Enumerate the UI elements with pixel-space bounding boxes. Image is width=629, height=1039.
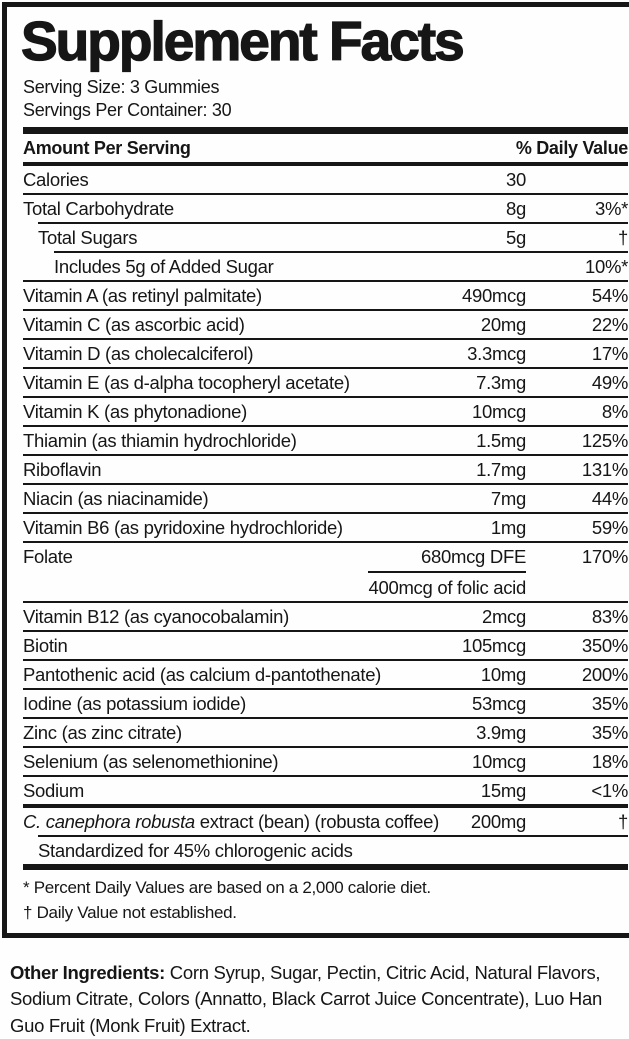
nutrient-name: Vitamin C (as ascorbic acid) bbox=[23, 311, 481, 338]
nutrient-name: Vitamin A (as retinyl palmitate) bbox=[23, 282, 462, 309]
nutrient-table bbox=[23, 166, 628, 864]
nutrient-row bbox=[23, 688, 628, 717]
nutrient-row bbox=[23, 775, 628, 804]
nutrient-row bbox=[23, 541, 628, 570]
footnote-line: † Daily Value not established. bbox=[23, 900, 628, 925]
nutrient-amount: 10mcg bbox=[472, 748, 526, 775]
nutrient-name: C. canephora robusta extract (bean) (robusta coffee) bbox=[23, 808, 471, 835]
nutrient-name: Includes 5g of Added Sugar bbox=[54, 253, 526, 280]
supplement-facts-panel bbox=[2, 2, 629, 938]
nutrient-daily-value: † bbox=[526, 808, 628, 835]
footnote-line: * Percent Daily Values are based on a 2,000 calorie diet. bbox=[23, 875, 628, 900]
nutrient-amount: 200mg bbox=[471, 808, 526, 835]
nutrient-amount: 7mg bbox=[491, 485, 526, 512]
nutrient-name: Total Carbohydrate bbox=[23, 195, 506, 222]
nutrient-amount: 10mg bbox=[481, 661, 526, 688]
nutrient-row bbox=[23, 454, 628, 483]
nutrient-amount: 7.3mg bbox=[476, 369, 526, 396]
divider-thick-top bbox=[23, 127, 628, 134]
nutrient-row bbox=[23, 280, 628, 309]
nutrient-name: Vitamin B12 (as cyanocobalamin) bbox=[23, 603, 482, 630]
nutrient-name: Riboflavin bbox=[23, 456, 476, 483]
nutrient-row bbox=[23, 804, 628, 835]
nutrient-amount: 2mcg bbox=[482, 603, 526, 630]
nutrient-row bbox=[23, 570, 628, 601]
nutrient-daily-value: 350% bbox=[526, 632, 628, 659]
nutrient-name: Folate bbox=[23, 543, 421, 570]
nutrient-daily-value: 44% bbox=[526, 485, 628, 512]
nutrient-amount-subnote: 400mcg of folic acid bbox=[368, 571, 526, 601]
nutrient-daily-value: 125% bbox=[526, 427, 628, 454]
nutrient-name: Vitamin B6 (as pyridoxine hydrochloride) bbox=[23, 514, 491, 541]
nutrient-name: Vitamin E (as d-alpha tocopheryl acetate) bbox=[23, 369, 476, 396]
nutrient-amount: 10mcg bbox=[472, 398, 526, 425]
other-ingredients-label: Other Ingredients: bbox=[10, 962, 165, 983]
nutrient-name: Standardized for 45% chlorogenic acids bbox=[38, 837, 526, 864]
nutrient-daily-value: † bbox=[526, 224, 628, 251]
nutrient-row bbox=[23, 396, 628, 425]
nutrient-daily-value: 8% bbox=[526, 398, 628, 425]
nutrient-daily-value: 200% bbox=[526, 661, 628, 688]
nutrient-name: Calories bbox=[23, 166, 506, 193]
nutrient-amount: 1.7mg bbox=[476, 456, 526, 483]
nutrient-name: Biotin bbox=[23, 632, 462, 659]
nutrient-row bbox=[23, 309, 628, 338]
nutrient-daily-value: 18% bbox=[526, 748, 628, 775]
footnotes bbox=[23, 870, 628, 925]
nutrient-row bbox=[23, 512, 628, 541]
table-header bbox=[23, 134, 628, 162]
nutrient-daily-value: 59% bbox=[526, 514, 628, 541]
nutrient-name: Zinc (as zinc citrate) bbox=[23, 719, 476, 746]
nutrient-daily-value: 131% bbox=[526, 456, 628, 483]
panel-title: Supplement Facts bbox=[21, 13, 628, 69]
nutrient-amount: 30 bbox=[506, 166, 526, 193]
nutrient-amount: 3.3mcg bbox=[467, 340, 526, 367]
nutrient-row bbox=[23, 425, 628, 454]
nutrient-amount: 53mcg bbox=[472, 690, 526, 717]
nutrient-row bbox=[23, 193, 628, 222]
nutrient-amount: 5g bbox=[506, 224, 526, 251]
nutrient-amount: 105mcg bbox=[462, 632, 526, 659]
nutrient-row bbox=[23, 166, 628, 193]
nutrient-daily-value: <1% bbox=[526, 777, 628, 804]
nutrient-daily-value: 35% bbox=[526, 690, 628, 717]
nutrient-name: Iodine (as potassium iodide) bbox=[23, 690, 472, 717]
amount-per-serving-header: Amount Per Serving bbox=[23, 134, 191, 162]
nutrient-amount: 490mcg bbox=[462, 282, 526, 309]
daily-value-header: % Daily Value bbox=[516, 134, 628, 162]
nutrient-amount: 680mcg DFE bbox=[421, 543, 526, 570]
nutrient-daily-value: 35% bbox=[526, 719, 628, 746]
nutrient-daily-value: 54% bbox=[526, 282, 628, 309]
other-ingredients-text: Corn Syrup, Sugar, Pectin, Citric Acid, Natural Flavors, Sodium Citrate, Colors (Annatto, Black Carrot Juice Concentrate), Luo Han Guo Fruit (Monk Fruit) Extract. bbox=[10, 962, 602, 1036]
nutrient-row bbox=[23, 746, 628, 775]
nutrient-row bbox=[23, 659, 628, 688]
nutrient-row bbox=[23, 338, 628, 367]
serving-size: Serving Size: 3 Gummies bbox=[23, 76, 628, 99]
nutrient-row bbox=[23, 483, 628, 512]
nutrient-daily-value: 170% bbox=[526, 543, 628, 570]
nutrient-daily-value: 3%* bbox=[526, 195, 628, 222]
nutrient-name: Vitamin D (as cholecalciferol) bbox=[23, 340, 467, 367]
servings-per-container: Servings Per Container: 30 bbox=[23, 99, 628, 122]
nutrient-daily-value: 17% bbox=[526, 340, 628, 367]
nutrient-row bbox=[38, 835, 628, 864]
other-ingredients bbox=[10, 960, 620, 1039]
nutrient-daily-value: 10%* bbox=[526, 253, 628, 280]
nutrient-name: Niacin (as niacinamide) bbox=[23, 485, 491, 512]
nutrient-name: Sodium bbox=[23, 777, 481, 804]
nutrient-amount: 20mg bbox=[481, 311, 526, 338]
nutrient-row bbox=[23, 717, 628, 746]
nutrient-name-italic: C. canephora robusta bbox=[23, 811, 195, 832]
nutrient-name: Selenium (as selenomethionine) bbox=[23, 748, 472, 775]
nutrient-amount: 15mg bbox=[481, 777, 526, 804]
nutrient-amount bbox=[368, 570, 526, 601]
nutrient-daily-value: 83% bbox=[526, 603, 628, 630]
nutrient-name: Vitamin K (as phytonadione) bbox=[23, 398, 472, 425]
nutrient-row bbox=[54, 251, 628, 280]
nutrient-amount: 8g bbox=[506, 195, 526, 222]
nutrient-name: Thiamin (as thiamin hydrochloride) bbox=[23, 427, 476, 454]
nutrient-daily-value: 22% bbox=[526, 311, 628, 338]
nutrient-row bbox=[23, 601, 628, 630]
nutrient-amount: 1mg bbox=[491, 514, 526, 541]
nutrient-daily-value: 49% bbox=[526, 369, 628, 396]
nutrient-row bbox=[23, 630, 628, 659]
nutrient-amount: 3.9mg bbox=[476, 719, 526, 746]
nutrient-amount: 1.5mg bbox=[476, 427, 526, 454]
nutrient-name: Total Sugars bbox=[38, 224, 506, 251]
nutrient-row bbox=[23, 367, 628, 396]
nutrient-name: Pantothenic acid (as calcium d-pantothenate) bbox=[23, 661, 481, 688]
nutrient-row bbox=[38, 222, 628, 251]
